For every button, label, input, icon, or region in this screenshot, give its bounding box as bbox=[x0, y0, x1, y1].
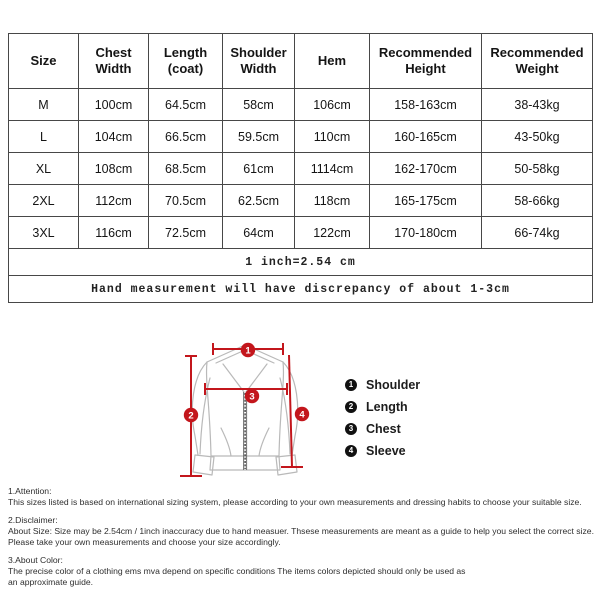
table-cell: 38-43kg bbox=[482, 89, 593, 121]
jacket-measurement-diagram bbox=[125, 336, 355, 488]
table-cell: 122cm bbox=[295, 217, 370, 249]
disclaimer-body-line2: Please take your own measurements and choose your size accordingly. bbox=[8, 537, 281, 547]
table-cell: 1114cm bbox=[295, 153, 370, 185]
table-cell: 58-66kg bbox=[482, 185, 593, 217]
size-cell: XL bbox=[9, 153, 79, 185]
table-cell: 62.5cm bbox=[223, 185, 295, 217]
note-row bbox=[9, 249, 593, 276]
legend-item-length bbox=[345, 396, 420, 418]
table-cell: 61cm bbox=[223, 153, 295, 185]
table-row bbox=[9, 121, 593, 153]
table-cell: 165-175cm bbox=[370, 185, 482, 217]
table-cell: 110cm bbox=[295, 121, 370, 153]
legend-label: Chest bbox=[366, 422, 401, 436]
legend-label: Sleeve bbox=[366, 444, 406, 458]
table-cell: 160-165cm bbox=[370, 121, 482, 153]
legend-item-shoulder bbox=[345, 374, 420, 396]
table-cell: 104cm bbox=[79, 121, 149, 153]
col-header-hem: Hem bbox=[295, 34, 370, 89]
legend-label: Length bbox=[366, 400, 408, 414]
table-cell: 66-74kg bbox=[482, 217, 593, 249]
table-cell: 158-163cm bbox=[370, 89, 482, 121]
table-cell: 116cm bbox=[79, 217, 149, 249]
col-header-recommended-weight: Recommended Weight bbox=[482, 34, 593, 89]
table-cell: 68.5cm bbox=[149, 153, 223, 185]
torso-left-edge bbox=[207, 362, 211, 456]
table-row bbox=[9, 217, 593, 249]
table-cell: 106cm bbox=[295, 89, 370, 121]
about-color-body-line2: an approximate guide. bbox=[8, 577, 94, 587]
numbered-dot-icon: 2 bbox=[345, 401, 357, 413]
right-pocket-seam bbox=[259, 428, 269, 456]
note-row bbox=[9, 276, 593, 303]
table-row bbox=[9, 89, 593, 121]
about-color-title: 3.About Color: bbox=[8, 555, 63, 565]
col-header-shoulder-width: Shoulder Width bbox=[223, 34, 295, 89]
col-header-chest-width: Chest Width bbox=[79, 34, 149, 89]
footnotes-section bbox=[8, 486, 596, 588]
table-cell: 64cm bbox=[223, 217, 295, 249]
table-cell: 50-58kg bbox=[482, 153, 593, 185]
about-color-body-line1: The precise color of a clothing ems mva depend on specific conditions The items colors depicted should only be used as bbox=[8, 566, 466, 576]
table-cell: 100cm bbox=[79, 89, 149, 121]
marker-3-number: 3 bbox=[249, 391, 255, 403]
col-header-recommended-height: Recommended Height bbox=[370, 34, 482, 89]
numbered-dot-icon: 3 bbox=[345, 423, 357, 435]
table-cell: 170-180cm bbox=[370, 217, 482, 249]
table-cell: 64.5cm bbox=[149, 89, 223, 121]
legend-label: Shoulder bbox=[366, 378, 421, 392]
table-cell: 43-50kg bbox=[482, 121, 593, 153]
table-row bbox=[9, 153, 593, 185]
left-sleeve-outer bbox=[192, 362, 207, 455]
measurement-legend bbox=[345, 374, 420, 462]
numbered-dot-icon: 1 bbox=[345, 379, 357, 391]
marker-2-number: 2 bbox=[188, 410, 194, 422]
table-cell: 58cm bbox=[223, 89, 295, 121]
table-cell: 118cm bbox=[295, 185, 370, 217]
header-row bbox=[9, 34, 593, 89]
size-cell: M bbox=[9, 89, 79, 121]
table-cell: 162-170cm bbox=[370, 153, 482, 185]
col-header-length-coat: Length (coat) bbox=[149, 34, 223, 89]
inch-conversion-note: 1 inch=2.54 cm bbox=[9, 249, 593, 276]
legend-item-chest bbox=[345, 418, 420, 440]
attention-body: This sizes listed is based on international sizing system, please according to your own measurements and dressing habits to choose your suitable size. bbox=[8, 497, 582, 507]
zipper bbox=[244, 392, 247, 470]
size-chart-section bbox=[8, 33, 592, 303]
marker-1-number: 1 bbox=[245, 345, 251, 357]
hood-v-left bbox=[223, 364, 244, 392]
table-cell: 108cm bbox=[79, 153, 149, 185]
legend-item-sleeve bbox=[345, 440, 420, 462]
table-cell: 66.5cm bbox=[149, 121, 223, 153]
hood-v-right bbox=[246, 364, 267, 392]
disclaimer-title: 2.Disclaimer: bbox=[8, 515, 58, 525]
size-cell: 3XL bbox=[9, 217, 79, 249]
hand-measurement-note: Hand measurement will have discrepancy of about 1-3cm bbox=[9, 276, 593, 303]
disclaimer-body-line1: About Size: Size may be 2.54cm / 1inch inaccuracy due to hand measuer. Thsese measurements are meant as a guide to help you select the correct size. bbox=[8, 526, 594, 536]
marker-4-number: 4 bbox=[299, 409, 305, 421]
size-chart-table bbox=[8, 33, 593, 303]
torso-right-edge bbox=[279, 362, 283, 456]
table-cell: 72.5cm bbox=[149, 217, 223, 249]
table-cell: 70.5cm bbox=[149, 185, 223, 217]
left-pocket-seam bbox=[221, 428, 231, 456]
size-cell: 2XL bbox=[9, 185, 79, 217]
size-cell: L bbox=[9, 121, 79, 153]
table-cell: 112cm bbox=[79, 185, 149, 217]
table-cell: 59.5cm bbox=[223, 121, 295, 153]
table-row bbox=[9, 185, 593, 217]
col-header-size: Size bbox=[9, 34, 79, 89]
attention-title: 1.Attention: bbox=[8, 486, 52, 496]
numbered-dot-icon: 4 bbox=[345, 445, 357, 457]
